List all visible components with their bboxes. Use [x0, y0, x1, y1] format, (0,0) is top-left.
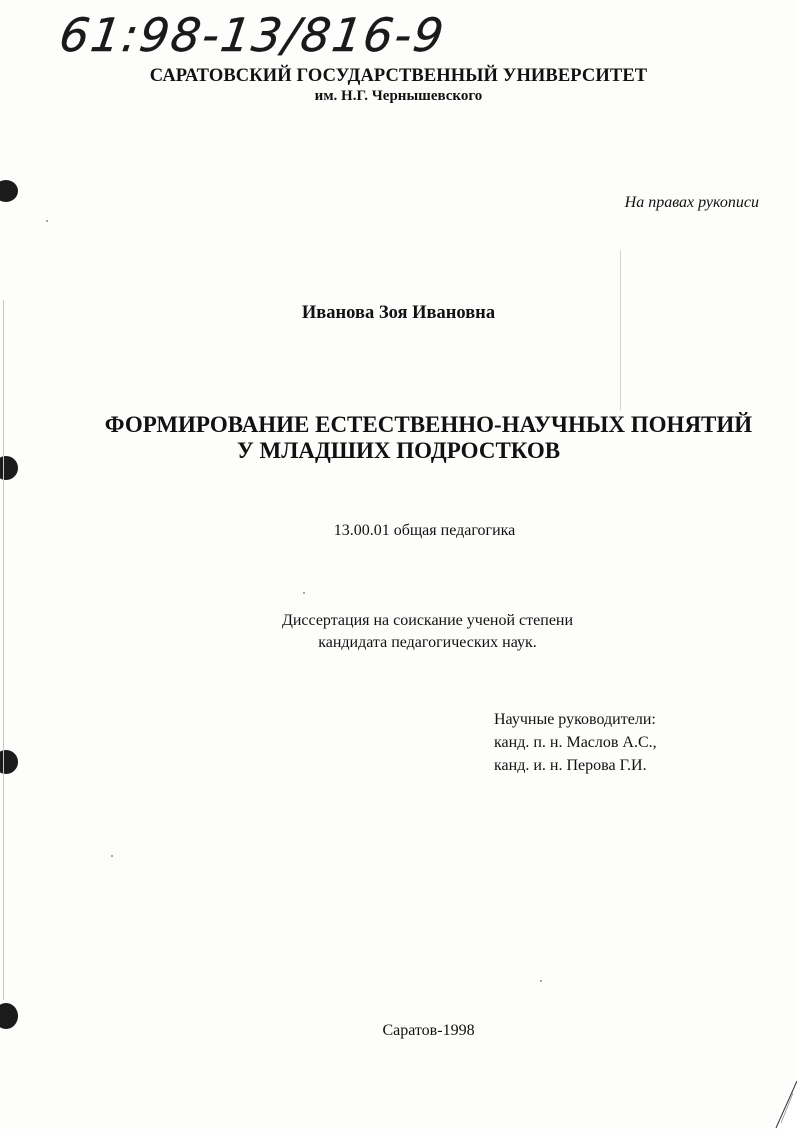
- scan-edge-line: [3, 300, 4, 1000]
- scan-speck: [111, 855, 113, 857]
- handwritten-catalog-number: 61:98-13/816-9: [56, 8, 449, 62]
- author-name: Иванова Зоя Ивановна: [301, 303, 496, 323]
- page-corner-fold-icon: [757, 1079, 797, 1129]
- punch-hole-icon: [0, 180, 18, 202]
- scan-speck: [303, 592, 305, 594]
- supervisor-1: канд. п. н. Маслов А.С.,: [494, 734, 657, 751]
- supervisors-heading: Научные руководители:: [494, 711, 656, 728]
- scan-speck: [540, 980, 542, 982]
- dissertation-line-2: кандидата педагогических наук.: [318, 634, 537, 651]
- dissertation-line-1: Диссертация на соискание ученой степени: [281, 612, 574, 629]
- supervisor-2: канд. и. н. Перова Г.И.: [494, 757, 647, 774]
- scan-speck: [46, 220, 48, 222]
- scan-crease-line: [620, 250, 621, 410]
- thesis-title-line-2: У МЛАДШИХ ПОДРОСТКОВ: [236, 438, 561, 463]
- thesis-title-line-1: ФОРМИРОВАНИЕ ЕСТЕСТВЕННО-НАУЧНЫХ ПОНЯТИЙ: [104, 412, 753, 437]
- supervisors-block: [494, 708, 657, 777]
- specialty-code: 13.00.01 общая педагогика: [333, 522, 516, 539]
- university-named-after: им. Н.Г. Чернышевского: [314, 88, 483, 104]
- university-name: САРАТОВСКИЙ ГОСУДАРСТВЕННЫЙ УНИВЕРСИТЕТ: [149, 66, 648, 86]
- manuscript-note: На правах рукописи: [624, 194, 759, 211]
- city-year: Саратов-1998: [382, 1022, 475, 1039]
